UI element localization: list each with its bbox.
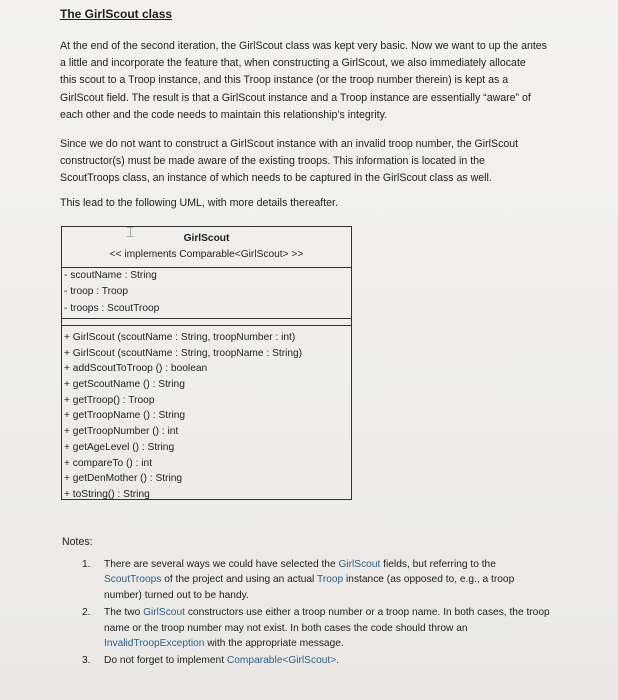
uml-field: - troop : Troop — [64, 286, 128, 298]
text-line: At the end of the second iteration, the GirlScout class was kept very basic. Now we want to up the antes — [60, 40, 547, 52]
text-line: ScoutTroops class, an instance of which needs to be captured in the GirlScout class as well. — [60, 172, 492, 185]
note-text: There are several ways we could have selected the — [104, 559, 339, 570]
uml-method: + getTroopName () : String — [64, 410, 186, 422]
uml-method: + addScoutToTroop () : boolean — [64, 363, 208, 375]
code-term: InvalidTroopException — [104, 638, 205, 650]
uml-method: + GirlScout (scoutName : String, troopNumber : int) — [64, 332, 296, 343]
uml-method: + getDenMother () : String — [64, 473, 183, 485]
note-text: fields, but referring to the — [380, 559, 496, 570]
uml-method: + getTroopNumber () : int — [64, 426, 179, 438]
note-text: constructors use either a troop number or a troop name. In both cases, the troop name or the troop number may not exist. In both cases the code should throw an — [104, 607, 550, 634]
text-line: GirlScout field. The result is that a GirlScout instance and a Troop instance are essentially “aware” of — [60, 91, 531, 104]
uml-lead-text: This lead to the following UML, with more details thereafter. — [60, 197, 338, 209]
code-term: GirlScout — [143, 607, 185, 619]
uml-method: + compareTo () : int — [64, 457, 153, 469]
note-item — [82, 653, 552, 668]
notes-list — [82, 557, 552, 671]
text-line: constructor(s) must be made aware of the existing troops. This information is located in the — [60, 155, 485, 168]
text-line: this scout to a Troop instance, and this Troop instance (or the troop number therein) is kept as a — [60, 74, 509, 87]
note-item — [82, 557, 552, 603]
uml-method: + GirlScout (scoutName : String, troopName : String) — [64, 347, 303, 359]
uml-method: + getScoutName () : String — [64, 379, 185, 391]
code-term: Comparable<GirlScout> — [226, 655, 337, 667]
uml-field: - scoutName : String — [64, 270, 157, 281]
code-term: ScoutTroops — [104, 574, 162, 586]
text-line: a little and incorporate the feature that, when constructing a GirlScout, we also immediately allocate — [60, 57, 526, 70]
note-text: with the appropriate message. — [204, 638, 344, 650]
uml-field: - troops : ScoutTroop — [64, 302, 160, 314]
uml-stereotype: << implements Comparable<GirlScout> >> — [109, 249, 304, 260]
uml-method: + getTroop() : Troop — [64, 394, 155, 406]
note-number: 1. — [82, 559, 91, 570]
text-cursor-icon: ⌶ — [126, 224, 135, 240]
intro-paragraph — [60, 38, 580, 124]
uml-methods — [62, 326, 351, 503]
note-text: . — [336, 655, 340, 667]
code-term: GirlScout — [338, 559, 381, 570]
constructor-paragraph — [60, 136, 580, 188]
uml-header — [62, 224, 351, 268]
note-item — [82, 605, 552, 651]
note-number: 2. — [82, 607, 91, 619]
uml-method: + getAgeLevel () : String — [64, 441, 175, 453]
uml-fields — [62, 268, 351, 319]
text-line: Since we do not want to construct a GirlScout instance with an invalid troop number, the GirlScout — [60, 138, 519, 150]
code-term: Troop — [316, 574, 344, 586]
uml-divider — [62, 319, 351, 326]
uml-method: + toString() : String — [64, 488, 150, 500]
note-text: instance (as opposed to, e.g., a troop number) turned out to be handy. — [104, 574, 515, 601]
uml-class-name: GirlScout — [183, 233, 230, 244]
note-text: The two — [104, 607, 144, 619]
note-text: Do not forget to implement — [104, 655, 227, 667]
note-text: of the project and using an actual — [161, 574, 317, 586]
section-title: The GirlScout class — [60, 7, 173, 21]
text-line: each other and the code needs to maintain this relationship’s integrity. — [60, 108, 388, 121]
note-number: 3. — [82, 655, 91, 667]
notes-heading: Notes: — [62, 536, 93, 548]
uml-class-diagram — [61, 226, 352, 500]
